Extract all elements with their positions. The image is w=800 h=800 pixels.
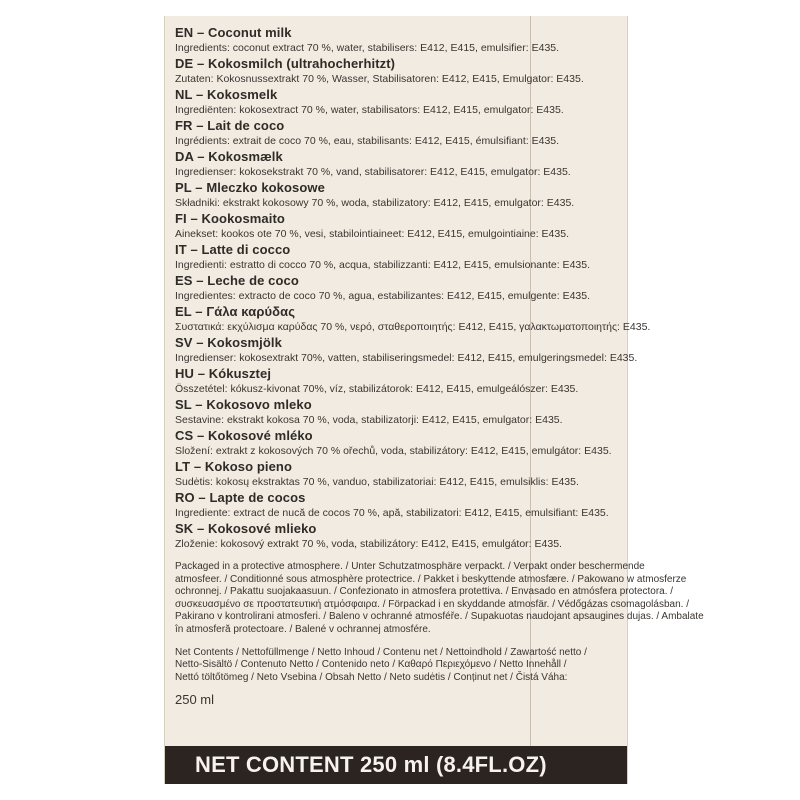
entry-ingredients: Ainekset: kookos ote 70 %, vesi, stabilointiaineet: E412, E415, emulgointiaine: E435. bbox=[175, 228, 569, 240]
entry-title: RO – Lapte de cocos bbox=[175, 490, 306, 505]
entry-title: FR – Lait de coco bbox=[175, 118, 285, 133]
language-entry bbox=[175, 149, 623, 180]
entry-ingredients: Ingredients: coconut extract 70 %, water, stabilisers: E412, E415, emulsifier: E435. bbox=[175, 42, 560, 54]
volume-value: 250 ml bbox=[175, 692, 215, 708]
entry-title: HU – Kókusztej bbox=[175, 366, 272, 381]
language-entry bbox=[175, 180, 623, 211]
atmosphere-line: Pakirano v kontrolirani atmosferi. / Baleno v ochranné atmosféře. / Supakuotas naudojant apsaugines dujas. / Ambalate bbox=[175, 611, 704, 623]
language-entry bbox=[175, 397, 623, 428]
language-entry bbox=[175, 366, 623, 397]
language-entry bbox=[175, 490, 623, 521]
net-contents-line: Net Contents / Nettofüllmenge / Netto Inhoud / Contenu net / Nettoindhold / Zawartość netto / bbox=[175, 646, 587, 658]
label-text-block bbox=[175, 25, 704, 708]
entry-title: PL – Mleczko kokosowe bbox=[175, 180, 325, 195]
entry-title: SV – Kokosmjölk bbox=[175, 335, 282, 350]
entry-ingredients: Ingrediënten: kokosextract 70 %, water, stabilisators: E412, E415, emulgator: E435. bbox=[175, 104, 564, 116]
atmosphere-line: în atmosferă protectoare. / Balené v ochrannej atmosfére. bbox=[175, 623, 431, 635]
entry-ingredients: Zloženie: kokosový extrakt 70 %, voda, stabilizátory: E412, E415, emulgátor: E435. bbox=[175, 538, 562, 550]
language-entry bbox=[175, 459, 623, 490]
entry-title: ES – Leche de coco bbox=[175, 273, 299, 288]
language-entry bbox=[175, 304, 651, 335]
entry-ingredients: Συστατικά: εκχύλισμα καρύδας 70 %, νερό, σταθεροποιητής: E412, E415, γαλακτωματοποιητής: E435. bbox=[175, 321, 651, 333]
protective-atmosphere-note bbox=[175, 561, 704, 637]
entry-title: EN – Coconut milk bbox=[175, 25, 292, 40]
entry-ingredients: Ingredienti: estratto di cocco 70 %, acqua, stabilizzanti: E412, E415, emulsionante: E435. bbox=[175, 259, 591, 271]
entry-title: IT – Latte di cocco bbox=[175, 242, 291, 257]
atmosphere-line: συσκευασμένο σε προστατευτική ατμόσφαιρα. / Förpackad i en skyddande atmosfär. / Védőgázas csomagolásban. / bbox=[175, 598, 689, 610]
language-entry bbox=[175, 118, 623, 149]
language-entries bbox=[175, 25, 651, 552]
language-entry bbox=[175, 25, 623, 56]
atmosphere-line: ochronnej. / Pakattu suojakaasuun. / Confezionato in atmosfera protettiva. / Envasado en atmósfera protectora. / bbox=[175, 586, 674, 598]
entry-title: DA – Kokosmælk bbox=[175, 149, 283, 164]
entry-title: SK – Kokosové mlieko bbox=[175, 521, 317, 536]
entry-title: EL – Γάλα καρύδας bbox=[175, 304, 296, 319]
entry-ingredients: Sudėtis: kokosų ekstraktas 70 %, vanduo, stabilizatoriai: E412, E415, emulsiklis: E435. bbox=[175, 476, 579, 488]
net-content-banner-text: NET CONTENT 250 ml (8.4FL.OZ) bbox=[195, 752, 547, 777]
language-entry bbox=[175, 242, 623, 273]
language-entry bbox=[175, 211, 623, 242]
entry-ingredients: Zutaten: Kokosnussextrakt 70 %, Wasser, Stabilisatoren: E412, E415, Emulgator: E435. bbox=[175, 73, 584, 85]
net-contents-line: Netto-Sisältö / Contenuto Netto / Contenido neto / Καθαρό Περιεχόμενο / Netto Innehåll / bbox=[175, 659, 567, 671]
net-content-banner bbox=[165, 746, 627, 784]
atmosphere-line: Packaged in a protective atmosphere. / Unter Schutzatmosphäre verpackt. / Verpakt onder beschermende bbox=[175, 561, 645, 572]
language-entry bbox=[175, 521, 623, 552]
entry-ingredients: Složení: extrakt z kokosových 70 % ořechů, voda, stabilizátory: E412, E415, emulgátor: E435. bbox=[175, 445, 612, 457]
product-label bbox=[164, 16, 704, 784]
entry-ingredients: Ingrédients: extrait de coco 70 %, eau, stabilisants: E412, E415, émulsifiant: E435. bbox=[175, 135, 560, 147]
language-entry bbox=[175, 335, 638, 366]
net-contents-note bbox=[175, 647, 623, 685]
entry-ingredients: Ingrediente: extract de nucă de cocos 70 %, apă, stabilizatori: E412, E415, emulsifiant: E435. bbox=[175, 507, 609, 519]
atmosphere-line: atmosfeer. / Conditionné sous atmosphère protectrice. / Pakket i beskyttende atmosfære. / Pakowano w atmosferze bbox=[175, 573, 687, 585]
net-contents-line: Nettó töltőtömeg / Neto Vsebina / Obsah Netto / Neto sudėtis / Conținut net / Čistá Váha: bbox=[175, 671, 568, 683]
entry-ingredients: Ingredienser: kokosekstrakt 70 %, vand, stabilisatorer: E412, E415, emulgator: E435. bbox=[175, 166, 571, 178]
entry-title: FI – Kookosmaito bbox=[175, 211, 285, 226]
entry-ingredients: Składniki: ekstrakt kokosowy 70 %, woda, stabilizatory: E412, E415, emulgator: E435. bbox=[175, 197, 575, 209]
language-entry bbox=[175, 428, 623, 459]
language-entry bbox=[175, 273, 623, 304]
entry-ingredients: Összetétel: kókusz-kivonat 70%, víz, stabilizátorok: E412, E415, emulgeálószer: E435. bbox=[175, 383, 579, 395]
entry-ingredients: Sestavine: ekstrakt kokosa 70 %, voda, stabilizatorji: E412, E415, emulgator: E435. bbox=[175, 414, 563, 426]
entry-ingredients: Ingredientes: extracto de coco 70 %, agua, estabilizantes: E412, E415, emulgente: E435. bbox=[175, 290, 591, 302]
entry-title: SL – Kokosovo mleko bbox=[175, 397, 312, 412]
language-entry bbox=[175, 56, 623, 87]
entry-title: NL – Kokosmelk bbox=[175, 87, 278, 102]
entry-title: CS – Kokosové mléko bbox=[175, 428, 313, 443]
language-entry bbox=[175, 87, 623, 118]
entry-title: DE – Kokosmilch (ultrahocherhitzt) bbox=[175, 56, 396, 71]
entry-ingredients: Ingredienser: kokosextrakt 70%, vatten, stabiliseringsmedel: E412, E415, emulgeringsmedel: E435. bbox=[175, 352, 638, 364]
entry-title: LT – Kokoso pienо bbox=[175, 459, 293, 474]
